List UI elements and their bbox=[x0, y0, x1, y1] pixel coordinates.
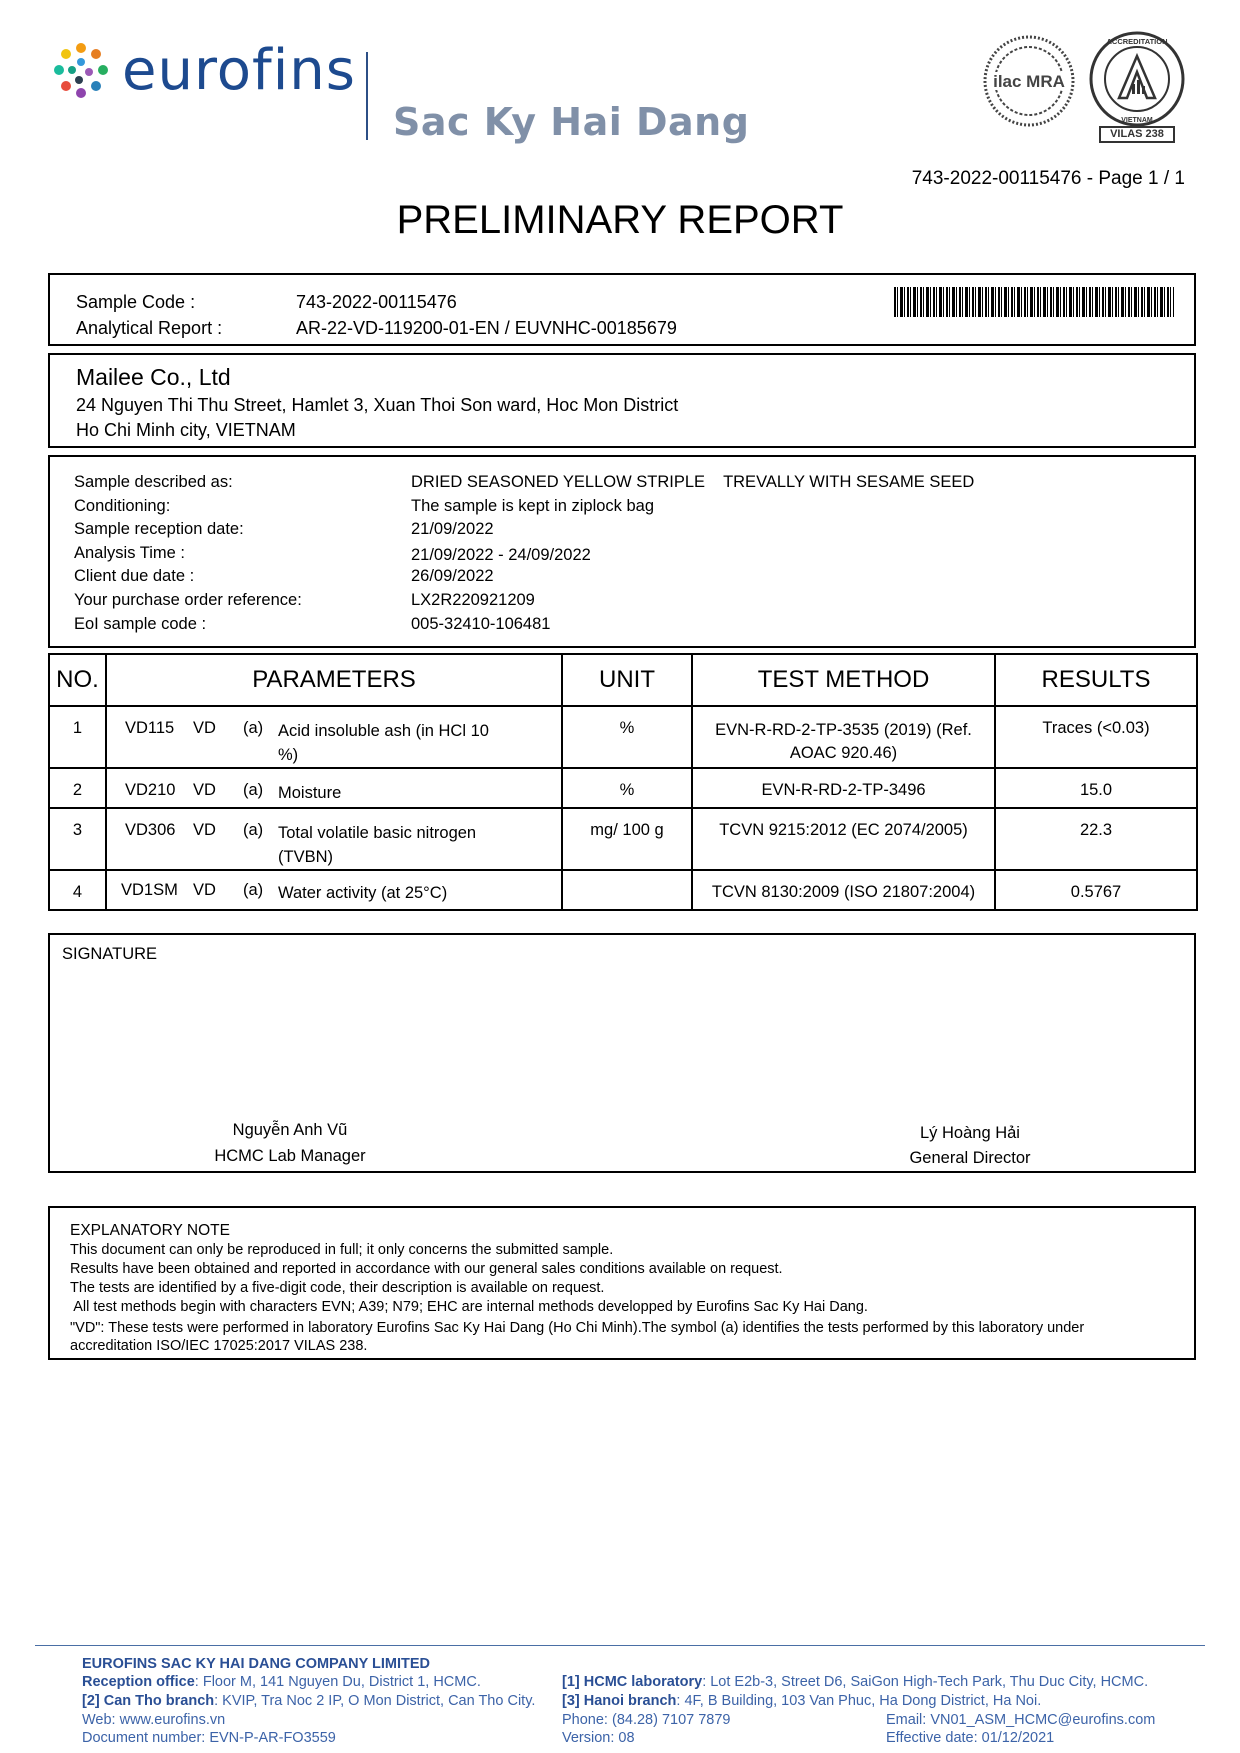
results-table bbox=[48, 653, 1198, 911]
sample-code-value: 743-2022-00115476 bbox=[296, 292, 457, 312]
footer-company: EUROFINS SAC KY HAI DANG COMPANY LIMITED bbox=[82, 1656, 431, 1672]
row-unit: mg/ 100 g bbox=[562, 808, 692, 870]
row-no: 1 bbox=[49, 706, 106, 768]
info-label: Sample reception date: bbox=[74, 520, 244, 538]
signer-right-title: General Director bbox=[909, 1149, 1031, 1167]
info-label: Your purchase order reference: bbox=[74, 591, 302, 609]
ilac-mra-seal-icon bbox=[982, 34, 1076, 128]
param-code: VD1SM bbox=[121, 881, 178, 899]
client-address-line1: 24 Nguyen Thi Thu Street, Hamlet 3, Xuan Thoi Son ward, Hoc Mon District bbox=[76, 395, 679, 415]
client-box bbox=[48, 353, 1196, 448]
footer-version: Version: 08 bbox=[562, 1730, 635, 1746]
param-name: Water activity (at 25°C) bbox=[278, 884, 448, 902]
client-name: Mailee Co., Ltd bbox=[76, 364, 231, 390]
note-line: "VD": These tests were performed in laboratory Eurofins Sac Ky Hai Dang (Ho Chi Minh).The symbol (a) identifies the tests performed by this laboratory under bbox=[70, 1320, 1085, 1336]
svg-text:ilac MRA: ilac MRA bbox=[993, 72, 1065, 91]
param-name: Acid insoluble ash (in HCl 10 %) bbox=[278, 722, 489, 764]
barcode-icon bbox=[894, 287, 1174, 317]
param-code: VD210 bbox=[125, 781, 176, 799]
table-row bbox=[49, 706, 1197, 768]
row-method: EVN-R-RD-2-TP-3496 bbox=[692, 768, 995, 808]
row-parameter-cell bbox=[106, 808, 562, 870]
info-label: Client due date : bbox=[74, 567, 195, 585]
header-no: NO. bbox=[49, 654, 106, 706]
report-title: PRELIMINARY REPORT bbox=[396, 198, 844, 242]
footer-cantho: [2] Can Tho branch: KVIP, Tra Noc 2 IP, O Mon District, Can Tho City. bbox=[82, 1693, 536, 1709]
footer-reception: Reception office: Floor M, 141 Nguyen Du, District 1, HCMC. bbox=[82, 1674, 481, 1690]
param-flag: (a) bbox=[243, 821, 264, 839]
info-value: DRIED SEASONED YELLOW STRIPLE TREVALLY WITH SESAME SEED bbox=[411, 473, 975, 491]
row-parameter-cell bbox=[106, 768, 562, 808]
row-result: 15.0 bbox=[995, 768, 1197, 808]
explanatory-note-box bbox=[48, 1206, 1196, 1360]
table-row bbox=[49, 768, 1197, 808]
param-name: Moisture bbox=[278, 784, 342, 802]
client-address-line2: Ho Chi Minh city, VIETNAM bbox=[76, 420, 296, 440]
signer-left-name: Nguyễn Anh Vũ bbox=[232, 1121, 348, 1139]
note-line: This document can only be reproduced in full; it only concerns the submitted sample. bbox=[70, 1242, 614, 1258]
row-unit bbox=[562, 870, 692, 910]
vilas-badge: VILAS 238 bbox=[1110, 128, 1164, 140]
param-code: VD115 bbox=[125, 719, 175, 737]
info-value: 005-32410-106481 bbox=[411, 615, 551, 633]
row-method: TCVN 8130:2009 (ISO 21807:2004) bbox=[692, 870, 995, 910]
footer-email[interactable]: Email: VN01_ASM_HCMC@eurofins.com bbox=[886, 1712, 1156, 1728]
eurofins-logo-icon bbox=[50, 40, 112, 102]
row-result: Traces (<0.03) bbox=[995, 706, 1197, 768]
row-no: 4 bbox=[49, 870, 106, 910]
param-flag: (a) bbox=[243, 781, 264, 799]
logo-divider bbox=[366, 52, 368, 140]
footer-effective-date: Effective date: 01/12/2021 bbox=[886, 1730, 1055, 1746]
param-lab: VD bbox=[193, 719, 216, 737]
info-label: Sample described as: bbox=[74, 473, 233, 491]
subbrand-name: Sac Ky Hai Dang bbox=[393, 100, 750, 144]
param-flag: (a) bbox=[243, 719, 264, 737]
param-name: Total volatile basic nitrogen (TVBN) bbox=[278, 824, 477, 866]
row-no: 3 bbox=[49, 808, 106, 870]
row-result: 0.5767 bbox=[995, 870, 1197, 910]
param-lab: VD bbox=[193, 781, 216, 799]
sample-code-box bbox=[48, 273, 1196, 346]
param-lab: VD bbox=[193, 821, 216, 839]
row-no: 2 bbox=[49, 768, 106, 808]
note-heading: EXPLANATORY NOTE bbox=[70, 1222, 230, 1239]
signer-left-title: HCMC Lab Manager bbox=[214, 1147, 366, 1165]
svg-text:ACCREDITATION: ACCREDITATION bbox=[1106, 37, 1168, 46]
footer-hcmc-lab: [1] HCMC laboratory: Lot E2b-3, Street D6, SaiGon High-Tech Park, Thu Duc City, HCMC. bbox=[562, 1674, 1149, 1690]
note-line: accreditation ISO/IEC 17025:2017 VILAS 238. bbox=[70, 1338, 368, 1354]
header-parameters: PARAMETERS bbox=[106, 654, 562, 706]
info-value: The sample is kept in ziplock bag bbox=[411, 497, 655, 515]
note-line: Results have been obtained and reported in accordance with our general sales conditions available on request. bbox=[70, 1261, 783, 1277]
info-value: 21/09/2022 - 24/09/2022 bbox=[411, 546, 591, 564]
info-value: LX2R220921209 bbox=[411, 591, 535, 609]
footer-phone: Phone: (84.28) 7107 7879 bbox=[562, 1712, 731, 1728]
table-row bbox=[49, 870, 1197, 910]
sample-code-label: Sample Code : bbox=[76, 292, 196, 312]
param-code: VD306 bbox=[125, 821, 176, 839]
header-results: RESULTS bbox=[995, 654, 1197, 706]
row-result: 22.3 bbox=[995, 808, 1197, 870]
footer-divider bbox=[35, 1645, 1205, 1646]
analytical-report-label: Analytical Report : bbox=[76, 318, 223, 338]
param-flag: (a) bbox=[243, 881, 264, 899]
footer-document-number: Document number: EVN-P-AR-FO3559 bbox=[82, 1730, 336, 1746]
header-test-method: TEST METHOD bbox=[692, 654, 995, 706]
page-reference: 743-2022-00115476 - Page 1 / 1 bbox=[911, 168, 1185, 189]
param-lab: VD bbox=[193, 881, 216, 899]
row-unit: % bbox=[562, 768, 692, 808]
signature-box bbox=[48, 933, 1196, 1173]
table-row bbox=[49, 808, 1197, 870]
note-line: All test methods begin with characters EVN; A39; N79; EHC are internal methods developped by Eurofins Sac Ky Hai Dang. bbox=[70, 1299, 868, 1315]
footer-web[interactable]: Web: www.eurofins.vn bbox=[82, 1712, 226, 1728]
header-unit: UNIT bbox=[562, 654, 692, 706]
info-value: 26/09/2022 bbox=[411, 567, 494, 585]
info-label: Conditioning: bbox=[74, 497, 171, 515]
signature-heading: SIGNATURE bbox=[62, 945, 158, 963]
row-parameter-cell bbox=[106, 706, 562, 768]
note-line: The tests are identified by a five-digit code, their description is available on request. bbox=[70, 1280, 605, 1296]
svg-text:VIETNAM: VIETNAM bbox=[1121, 117, 1153, 124]
analytical-report-value: AR-22-VD-119200-01-EN / EUVNHC-00185679 bbox=[296, 318, 677, 338]
info-label: Analysis Time : bbox=[74, 544, 185, 562]
info-value: 21/09/2022 bbox=[411, 520, 494, 538]
info-label: EoI sample code : bbox=[74, 615, 207, 633]
footer-hanoi: [3] Hanoi branch: 4F, B Building, 103 Van Phuc, Ha Dong District, Ha Noi. bbox=[562, 1693, 1042, 1709]
row-method: TCVN 9215:2012 (EC 2074/2005) bbox=[692, 808, 995, 870]
brand-name: eurofins bbox=[122, 38, 356, 103]
table-header-row bbox=[49, 654, 1197, 706]
row-parameter-cell bbox=[106, 870, 562, 910]
row-unit: % bbox=[562, 706, 692, 768]
signer-right-name: Lý Hoàng Hải bbox=[920, 1124, 1020, 1142]
row-method: EVN-R-RD-2-TP-3535 (2019) (Ref. AOAC 920.46) bbox=[692, 706, 995, 768]
